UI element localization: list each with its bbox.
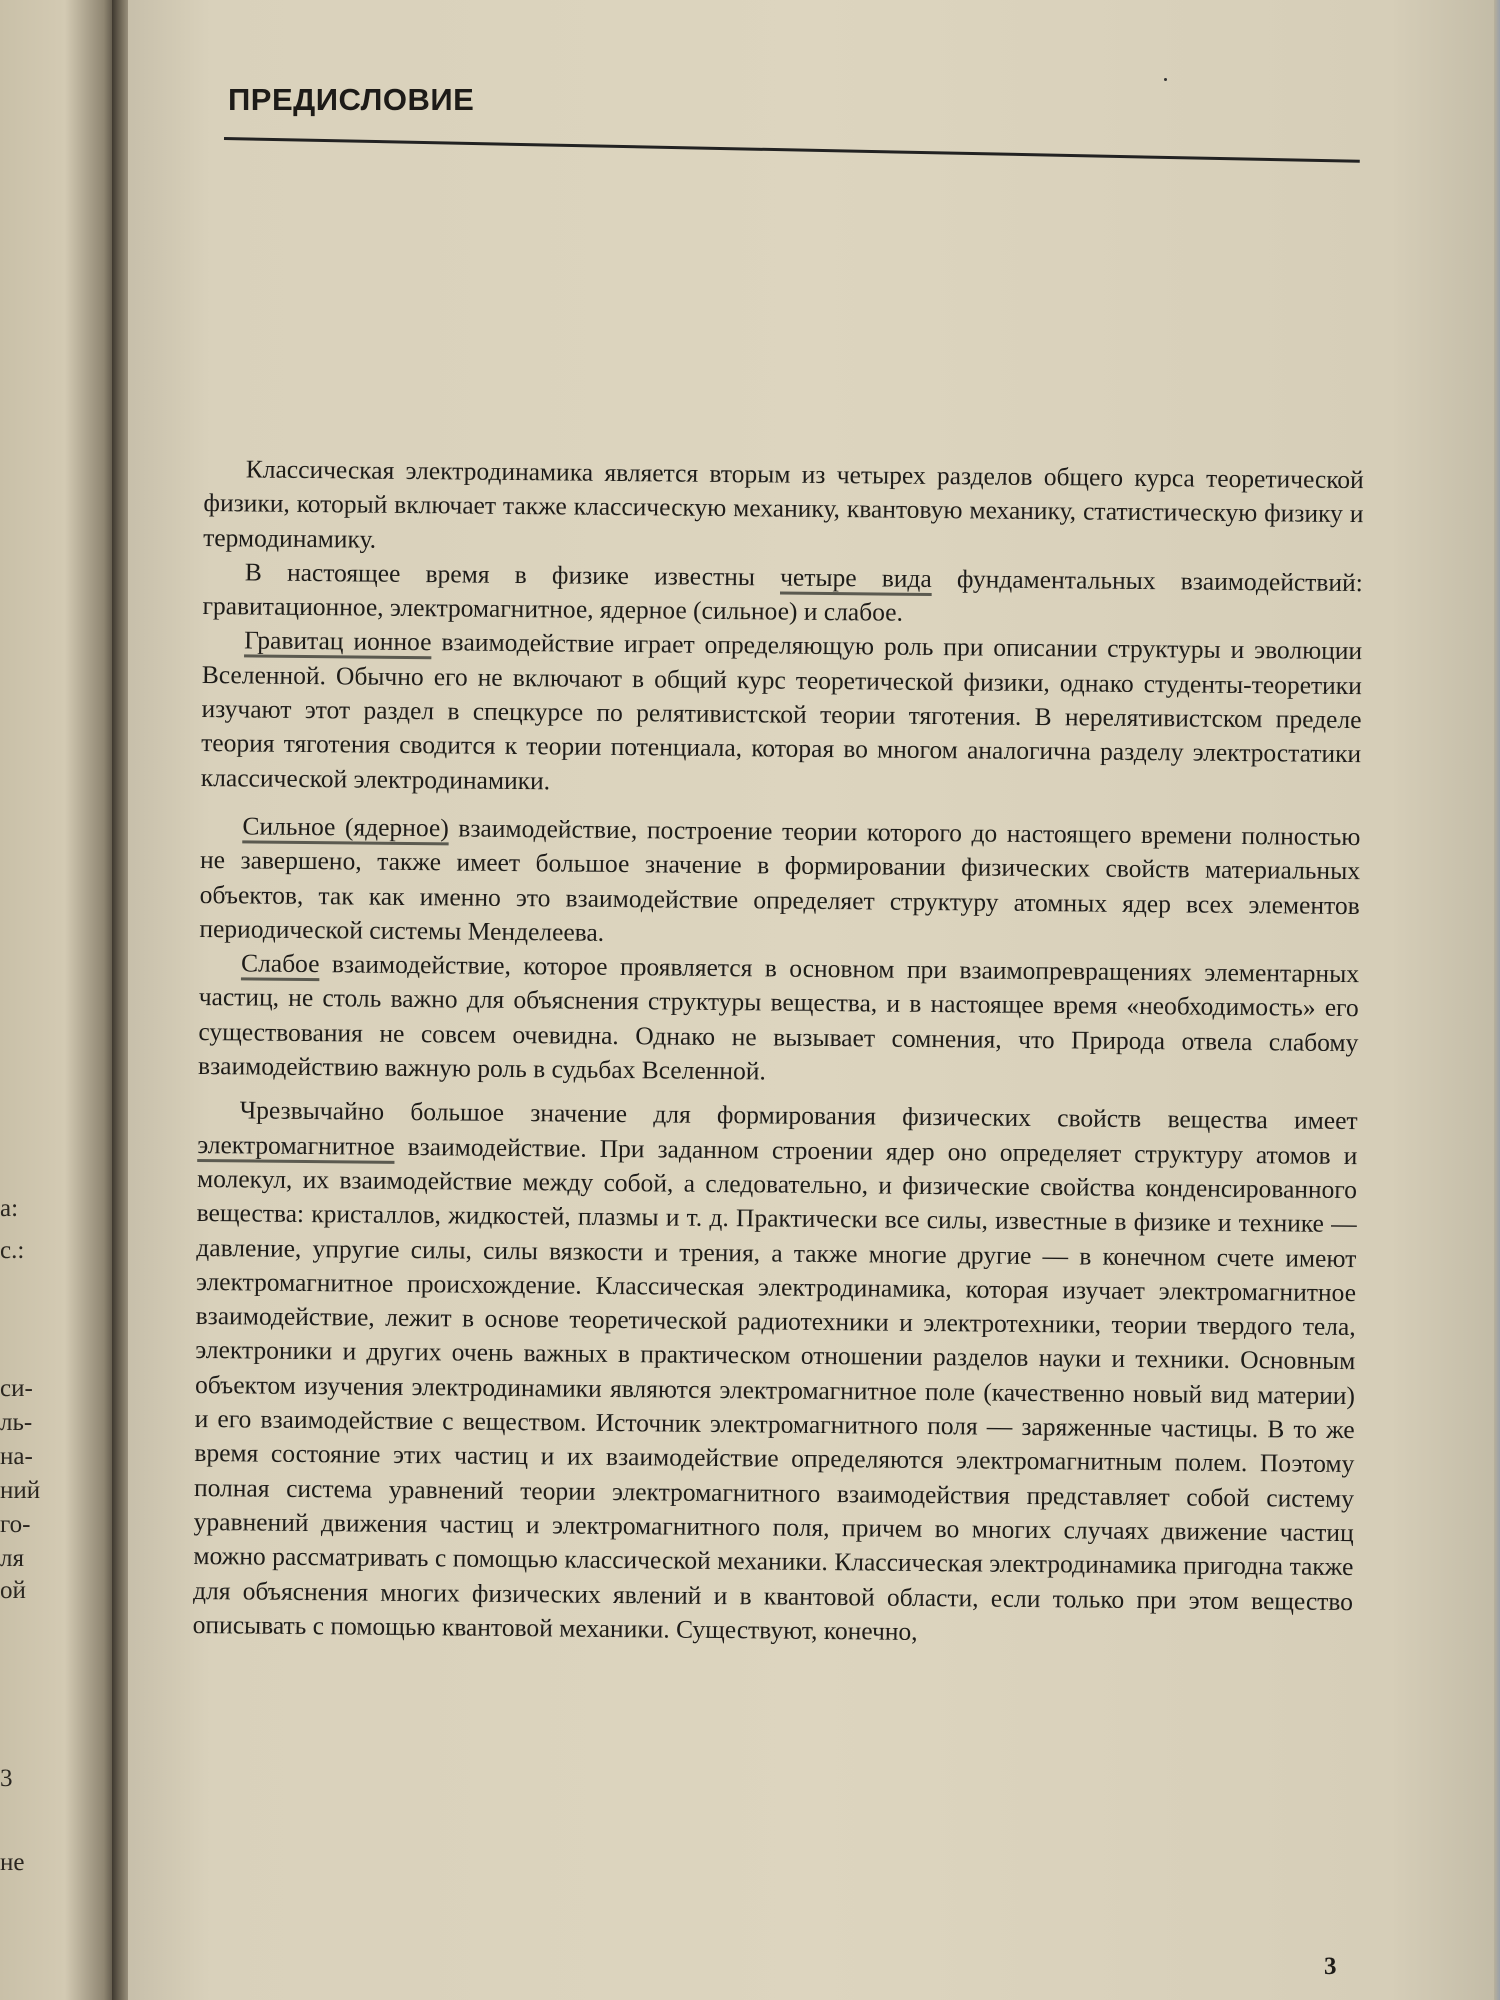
text-segment: Классическая электродинамика является вторым из четырех разделов общего курса теоретической физики, который включает также классическую механику, квантовую механику, статистическую физику и термодинамику. [203, 454, 1364, 554]
left-page-fragment: ля [0, 1545, 24, 1572]
page-edge [1494, 0, 1500, 2000]
paragraph [193, 1093, 1358, 1653]
text-segment: взаимодействие играет определяющую роль при описании структуры и эволюции Вселенной. Обычно его не включают в общий курс теоретической физики, однако студенты-теоретики изучают этот раздел в спецкурсе по релятивистской теории тяготения. В нерелятивистском пределе теория тяготения сводится к теории потенциала, которая во многом аналогична разделу электростатики классической электродинамики. [200, 627, 1363, 796]
page-number: 3 [1324, 1953, 1337, 1980]
text-segment: фундаментальных взаимодействий: гравитационное, электромагнитное, ядерное (сильное) и слабое. [202, 563, 1363, 627]
left-page-fragment: не [0, 1849, 25, 1876]
underlined-phrase: Слабое [240, 948, 320, 979]
paragraph [203, 452, 1364, 566]
page-title: ПРЕДИСЛОВИЕ [228, 82, 475, 117]
left-page-fragment: си- [0, 1375, 33, 1402]
left-page-fragment: ний [0, 1477, 41, 1504]
underlined-phrase: четыре вида [780, 562, 932, 593]
paragraph [201, 623, 1363, 806]
text-segment: взаимодействие, которое проявляется в основном при взаимопревращениях элементарных частиц, не столь важно для объяснения структуры вещества, и в настоящее время «необходимость» его существования не совсем очевидна. Однако не вызывает сомнения, что Природа отвела слабому взаимодействию важную роль в судьбах Вселенной. [197, 949, 1360, 1086]
left-page-fragment: го- [0, 1511, 31, 1538]
right-page [128, 0, 1500, 2000]
underlined-phrase: Сильное (ядерное) [242, 811, 449, 843]
left-page-fragment: ой [0, 1577, 26, 1604]
text-segment: В настоящее время в физике известны [244, 557, 781, 592]
left-page-edge [0, 0, 118, 2000]
text-segment: взаимодействие, построение теории которого до настоящего времени полностью не завершено, также имеет большое значение в формировании физических свойств материальных объектов, так как именно это взаимодействие определяет структуру атомных ядер всех элементов периодической системы Менделеева. [199, 813, 1361, 947]
underlined-phrase: электромагнитное [197, 1129, 395, 1161]
paragraph [198, 946, 1359, 1094]
underlined-phrase: Гравитац ионное [244, 625, 432, 657]
left-page-fragment: с.: [0, 1237, 25, 1264]
body-text [193, 452, 1364, 1653]
left-page-fragment: 3 [0, 1765, 13, 1792]
left-page-fragment: ль- [0, 1409, 33, 1436]
left-page-fragment: а: [0, 1195, 19, 1222]
paragraph [202, 555, 1363, 635]
page-speck [1164, 78, 1167, 81]
text-segment: Чрезвычайно большое значение для формирования физических свойств вещества имеет [239, 1095, 1358, 1136]
left-page-fragment: на- [0, 1443, 33, 1470]
paragraph [199, 809, 1360, 957]
text-segment: взаимодействие. При заданном строении ядер оно определяет структуру атомов и молекул, их взаимодействие между собой, а следовательно, и физические свойства конденсированного вещества: кристаллов, жидкостей, плазмы и т. д. Практически все силы, известные в физике и технике — давление, упругие силы, силы вязкости и трения, а также многие другие — в конечном счете имеют электромагнитное происхождение. Классическая электродинамика, которая изучает электромагнитное взаимодействие, лежит в основе теоретической радиотехники и электротехники, теории твердого тела, электроники и других очень важных в практическом отношении разделов науки и техники. Основным объектом изучения электродинамики являются электромагнитное поле (качественно новый вид материи) и его взаимодействие с веществом. Источник электромагнитного поля — заряженные частицы. В то же время состояние этих частиц и их взаимодействие определяются электромагнитным полем. Поэтому полная система уравнений теории электромагнитного взаимодействия представляет собой систему уравнений движения частиц и электромагнитного поля, причем во многих случаях движение частиц можно рассматривать с помощью классической механики. Классическая электродинамика пригодна также для объяснения многих физических явлений и в квантовой области, если только при этом вещество описывать с помощью квантовой механики. Существуют, конечно, [192, 1131, 1358, 1646]
heading-rule [224, 137, 1360, 163]
